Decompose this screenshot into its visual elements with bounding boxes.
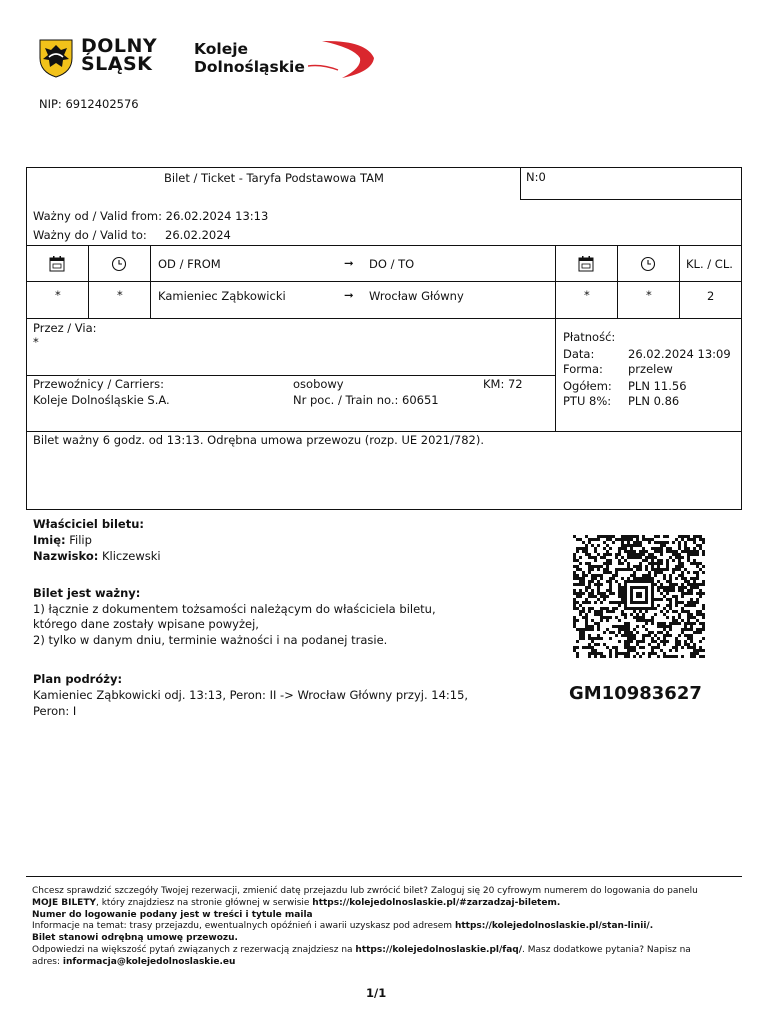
faq-link[interactable]: https://kolejedolnoslaskie.pl/faq/	[355, 945, 523, 955]
class-label: KL. / CL.	[686, 257, 733, 271]
ticket-number-box	[520, 167, 741, 200]
footer-line3: Numer do logowanie podany jest w treści i tytule maila	[32, 910, 313, 920]
last-name-value: Kliczewski	[98, 549, 161, 563]
via-label: Przez / Via:	[33, 321, 97, 335]
last-name-label: Nazwisko:	[33, 549, 99, 563]
valid-from-label: Ważny od / Valid from:	[33, 209, 162, 223]
page-number: 1/1	[366, 986, 387, 1000]
ptu-value: PLN 0.86	[628, 394, 680, 408]
date-label: Data:	[563, 347, 595, 361]
valid-from-value: 26.02.2024 13:13	[165, 209, 269, 223]
from-station: Kamieniec Ząbkowicki	[158, 289, 286, 303]
footer-line2-text: , który znajdziesz na stronie głównej w serwisie	[95, 898, 313, 908]
footer-line6-tail: . Masz dodatkowe pytania? Napisz na	[522, 945, 691, 955]
plan-heading: Plan podróży:	[33, 672, 123, 686]
region-line1: DOLNY	[81, 35, 158, 57]
time-star-2: *	[646, 288, 652, 302]
total-value: PLN 11.56	[628, 379, 687, 393]
carrier-name: Koleje Dolnośląskie S.A.	[33, 393, 170, 407]
line-status-link[interactable]: https://kolejedolnoslaskie.pl/stan-linii/.	[454, 921, 654, 931]
footer-line6-text: Odpowiedzi na większość pytań związanych z rezerwacją znajdziesz na	[32, 945, 356, 955]
footer-line5: Bilet stanowi odrębną umowę przewozu.	[32, 933, 238, 943]
validity-line2: którego dane zostały wpisane powyżej,	[33, 617, 259, 631]
first-name-value: Filip	[65, 533, 92, 547]
owner-heading: Właściciel biletu:	[33, 517, 145, 531]
clock-icon	[111, 256, 127, 272]
train-type: osobowy	[293, 377, 344, 391]
footer-line1: Chcesz sprawdzić szczegóły Twojej rezerwacji, zmienić datę przejazdu lub zwrócić bilet? Zaloguj się 20 cyfrowym numerem do logowania do panelu	[32, 886, 698, 896]
ticket-title: Bilet / Ticket - Taryfa Podstawowa TAM	[164, 171, 384, 185]
brand-line2: Dolnośląskie	[194, 58, 305, 76]
form-value: przelew	[628, 362, 673, 376]
validity-heading: Bilet jest ważny:	[33, 586, 141, 600]
date-star: *	[55, 288, 61, 302]
do-to-label: DO / TO	[369, 257, 415, 271]
validity-line3: 2) tylko w danym dniu, terminie ważności i na podanej trasie.	[33, 633, 388, 647]
footer-line4	[32, 921, 653, 933]
validity-line1: 1) łącznie z dokumentem tożsamości należącym do właściciela biletu,	[33, 602, 436, 616]
valid-from	[33, 209, 268, 223]
ticket-code: GM10983627	[569, 683, 702, 704]
carriers-label: Przewoźnicy / Carriers:	[33, 377, 165, 391]
clock-icon-2	[640, 256, 656, 272]
qr-code-icon	[573, 535, 705, 659]
footer-line7-text: adres:	[32, 957, 63, 967]
brand-swoosh-icon	[308, 38, 378, 80]
nip-number: NIP: 6912402576	[39, 97, 139, 111]
region-logo-text	[81, 37, 157, 73]
manage-ticket-link[interactable]: https://kolejedolnoslaskie.pl/#zarzadzaj-biletem.	[312, 898, 561, 908]
footer-line7	[32, 957, 235, 969]
arrow-right-icon: ➞	[344, 256, 354, 270]
date-value: 26.02.2024 13:09	[628, 347, 731, 361]
footer-line4-text: Informacje na temat: trasy przejazdu, ewentualnych opóźnień i awarii uzyskasz pod adresem	[32, 921, 455, 931]
owner-first-name	[33, 533, 92, 547]
plan-line1: Kamieniec Ząbkowicki odj. 13:13, Peron: II -> Wrocław Główny przyj. 14:15,	[33, 688, 469, 702]
brand-line1: Koleje	[194, 40, 249, 58]
payment-label: Płatność:	[563, 330, 616, 344]
footer-line6	[32, 945, 691, 957]
ptu-label: PTU 8%:	[563, 394, 612, 408]
ticket-note: Bilet ważny 6 godz. od 13:13. Odrębna umowa przewozu (rozp. UE 2021/782).	[33, 433, 485, 447]
region-line2: ŚLĄSK	[81, 53, 153, 75]
moje-bilety-text: MOJE BILETY	[32, 898, 96, 908]
arrow-right-icon-2: ➞	[344, 288, 354, 302]
train-number: Nr poc. / Train no.: 60651	[293, 393, 439, 407]
km-distance: KM: 72	[483, 377, 523, 391]
total-label: Ogółem:	[563, 379, 612, 393]
via-value: *	[33, 335, 39, 349]
time-star: *	[117, 288, 123, 302]
train-date-icon	[49, 256, 65, 272]
valid-to-value: 26.02.2024	[165, 228, 231, 242]
date-star-2: *	[584, 288, 590, 302]
form-label: Forma:	[563, 362, 603, 376]
contact-email-link[interactable]: informacja@kolejedolnoslaskie.eu	[62, 957, 236, 967]
owner-last-name	[33, 549, 161, 563]
to-station: Wrocław Główny	[369, 289, 464, 303]
valid-to-label: Ważny do / Valid to:	[33, 228, 147, 242]
class-value: 2	[707, 289, 715, 303]
coat-of-arms-icon	[38, 38, 74, 78]
brand-logo-text	[194, 40, 305, 76]
ticket-number: N:0	[526, 170, 546, 184]
train-date-icon-2	[578, 256, 594, 272]
footer-line2	[32, 898, 560, 910]
first-name-label: Imię:	[33, 533, 66, 547]
od-from-label: OD / FROM	[158, 257, 221, 271]
plan-line2: Peron: I	[33, 704, 77, 718]
